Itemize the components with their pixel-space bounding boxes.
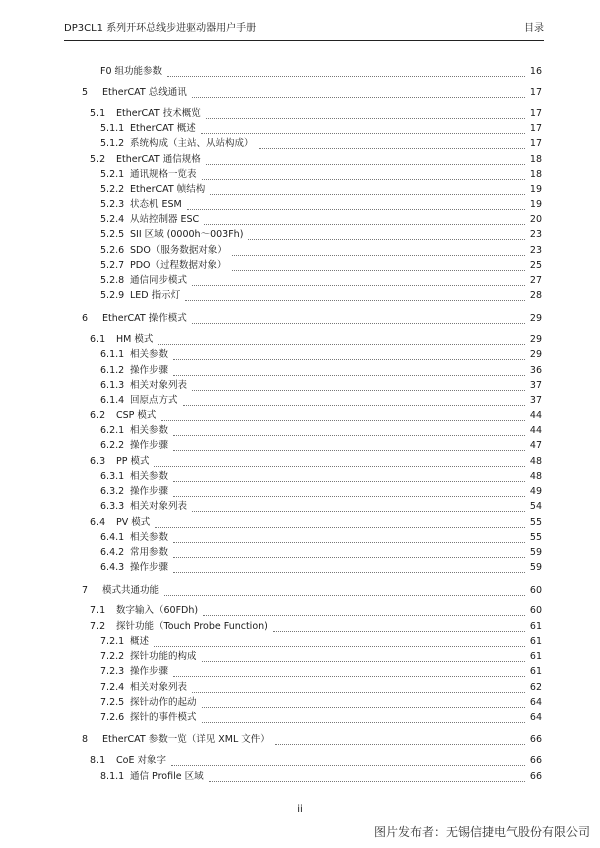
toc-entry-page: 59 xyxy=(529,562,542,573)
toc-entry[interactable] xyxy=(100,228,542,242)
toc-entry-number: 5.2.8 xyxy=(100,275,125,286)
toc-entry-title: CSP 模式 xyxy=(116,410,157,421)
toc-entry-page: 44 xyxy=(529,425,542,436)
toc-entry-title: HM 模式 xyxy=(116,334,154,345)
toc-leader-dots xyxy=(192,87,525,98)
toc-entry-number: 5.2.9 xyxy=(100,290,125,301)
toc-entry-number: 6 xyxy=(82,313,89,324)
toc-entry[interactable] xyxy=(100,424,542,438)
toc-entry-label xyxy=(100,500,189,514)
toc-entry-number: 5.2.5 xyxy=(100,229,125,240)
toc-entry-label xyxy=(100,485,170,499)
toc-leader-dots xyxy=(185,290,525,301)
toc-entry-title: 通讯规格一览表 xyxy=(130,169,197,180)
toc-entry-title: 从站控制器 ESC xyxy=(130,214,200,225)
toc-entry-number: 7.2.6 xyxy=(100,712,125,723)
publisher-watermark: 图片发布者：无锡信捷电气股份有限公司 xyxy=(373,825,590,839)
toc-entry-number: 5.2.3 xyxy=(100,199,125,210)
toc-entry[interactable] xyxy=(100,213,542,227)
toc-leader-dots xyxy=(192,313,525,324)
toc-leader-dots xyxy=(164,585,525,596)
toc-entry-number: 5.2.7 xyxy=(100,260,125,271)
toc-entry-page: 17 xyxy=(529,123,542,134)
toc-entry-page: 59 xyxy=(529,547,542,558)
page-header xyxy=(64,21,544,37)
toc-entry[interactable] xyxy=(100,561,542,575)
toc-entry-label xyxy=(90,455,151,469)
toc-entry-page: 64 xyxy=(529,697,542,708)
toc-entry-title: 探针动作的起动 xyxy=(130,697,197,708)
toc-entry[interactable] xyxy=(100,168,542,182)
toc-entry[interactable] xyxy=(82,733,542,747)
toc-entry-number: 7.2.1 xyxy=(100,636,125,647)
toc-entry-title: EtherCAT 操作模式 xyxy=(102,313,187,324)
toc-entry[interactable] xyxy=(100,439,542,453)
toc-entry[interactable] xyxy=(100,531,542,545)
toc-entry-label xyxy=(90,333,155,347)
toc-leader-dots xyxy=(192,380,525,391)
header-divider xyxy=(64,40,544,41)
toc-entry-page: 47 xyxy=(529,440,542,451)
toc-entry-label xyxy=(90,754,168,768)
toc-entry-page: 23 xyxy=(529,229,542,240)
toc-entry-title: PV 模式 xyxy=(116,517,151,528)
toc-entry-page: 17 xyxy=(529,87,542,98)
toc-entry-number: 6.4.2 xyxy=(100,547,125,558)
toc-entry-label xyxy=(100,439,170,453)
toc-entry[interactable] xyxy=(100,770,542,784)
toc-leader-dots xyxy=(192,682,525,693)
toc-entry[interactable] xyxy=(100,485,542,499)
toc-entry-title: 相关参数 xyxy=(130,349,169,360)
toc-entry-number: 6.3.2 xyxy=(100,486,125,497)
toc-entry-number: 5.2.4 xyxy=(100,214,125,225)
toc-leader-dots xyxy=(202,169,525,180)
toc-entry-number: 5.1 xyxy=(90,108,106,119)
toc-entry-number: 6.3.3 xyxy=(100,501,125,512)
toc-entry-title: 常用参数 xyxy=(130,547,169,558)
toc-entry-title: 相关对象列表 xyxy=(130,682,188,693)
toc-entry-number: 7.2.3 xyxy=(100,666,125,677)
toc-entry[interactable] xyxy=(90,107,542,121)
toc-entry[interactable] xyxy=(100,379,542,393)
toc-entry-label xyxy=(100,531,170,545)
toc-entry-title: 操作步骤 xyxy=(130,666,169,677)
toc-leader-dots xyxy=(154,456,525,467)
toc-entry-label xyxy=(100,561,170,575)
toc-entry-page: 48 xyxy=(529,471,542,482)
page-number: ii xyxy=(297,804,303,815)
toc-leader-dots xyxy=(173,486,525,497)
toc-entry-title: 回原点方式 xyxy=(130,395,178,406)
toc-entry[interactable] xyxy=(100,696,542,710)
toc-entry-page: 29 xyxy=(529,313,542,324)
toc-leader-dots xyxy=(173,666,525,677)
toc-entry-number: 5 xyxy=(82,87,89,98)
toc-leader-dots xyxy=(209,771,525,782)
toc-entry-label xyxy=(100,65,164,79)
toc-entry-page: 19 xyxy=(529,184,542,195)
toc-entry-title: 状态机 ESM xyxy=(130,199,182,210)
toc-entry[interactable] xyxy=(100,198,542,212)
toc-leader-dots xyxy=(173,365,525,376)
toc-entry-page: 60 xyxy=(529,605,542,616)
toc-entry-number: 5.2.1 xyxy=(100,169,125,180)
toc-entry-page: 66 xyxy=(529,771,542,782)
toc-entry-number: 8.1.1 xyxy=(100,771,125,782)
toc-entry-number: 7.2 xyxy=(90,621,106,632)
toc-leader-dots xyxy=(273,621,525,632)
toc-entry-label xyxy=(100,364,170,378)
toc-entry[interactable] xyxy=(100,711,542,725)
toc-entry[interactable] xyxy=(100,183,542,197)
toc-leader-dots xyxy=(192,275,525,286)
toc-entry-title: 操作步骤 xyxy=(130,486,169,497)
toc-entry-title: 操作步骤 xyxy=(130,440,169,451)
toc-entry[interactable] xyxy=(82,312,542,326)
toc-leader-dots xyxy=(202,712,525,723)
toc-entry-number: 6.3.1 xyxy=(100,471,125,482)
toc-entry-number: 5.1.2 xyxy=(100,138,125,149)
toc-entry-title: EtherCAT 技术概览 xyxy=(116,108,201,119)
toc-entry-title: LED 指示灯 xyxy=(130,290,181,301)
toc-entry-title: 模式共通功能 xyxy=(102,585,160,596)
toc-entry[interactable] xyxy=(100,122,542,136)
toc-leader-dots xyxy=(201,123,525,134)
toc-leader-dots xyxy=(192,501,525,512)
toc-entry-title: 数字输入（60FDh) xyxy=(116,605,199,616)
toc-leader-dots xyxy=(202,697,525,708)
toc-leader-dots xyxy=(173,562,525,573)
toc-entry-title: 操作步骤 xyxy=(130,562,169,573)
toc-leader-dots xyxy=(173,471,525,482)
section-title: 目录 xyxy=(524,23,544,34)
toc-entry-label xyxy=(100,696,199,710)
toc-entry-label xyxy=(100,546,170,560)
toc-entry-title: SDO（服务数据对象） xyxy=(130,245,227,256)
toc-entry-title: 通信同步模式 xyxy=(130,275,188,286)
toc-leader-dots xyxy=(203,605,525,616)
toc-entry[interactable] xyxy=(100,244,542,258)
toc-entry[interactable] xyxy=(90,516,542,530)
toc-entry-number: 6.1.1 xyxy=(100,349,125,360)
toc-leader-dots xyxy=(248,229,525,240)
toc-entry[interactable] xyxy=(100,137,542,151)
toc-entry[interactable] xyxy=(90,455,542,469)
toc-entry-number: 6.1.3 xyxy=(100,380,125,391)
toc-entry-title: 相关参数 xyxy=(130,471,169,482)
toc-entry-label xyxy=(100,274,189,288)
toc-entry-number: 5.2.6 xyxy=(100,245,125,256)
toc-leader-dots xyxy=(187,199,525,210)
toc-entry-label xyxy=(100,259,229,273)
toc-entry-page: 55 xyxy=(529,517,542,528)
toc-entry-number: 5.1.1 xyxy=(100,123,125,134)
toc-entry-number: 8.1 xyxy=(90,755,106,766)
toc-entry-label xyxy=(90,153,203,167)
toc-entry[interactable] xyxy=(100,650,542,664)
toc-entry[interactable] xyxy=(100,65,542,79)
toc-entry-label xyxy=(90,409,158,423)
toc-leader-dots xyxy=(173,547,525,558)
toc-entry-label xyxy=(82,312,189,326)
toc-entry-label xyxy=(100,122,198,136)
toc-entry-number: 7.1 xyxy=(90,605,106,616)
toc-entry-title: PDO（过程数据对象） xyxy=(130,260,227,271)
toc-entry-label xyxy=(100,244,229,258)
toc-entry-number: 8 xyxy=(82,734,89,745)
toc-entry-label xyxy=(82,584,161,598)
toc-entry-label xyxy=(100,470,170,484)
toc-entry-label xyxy=(100,424,170,438)
toc-entry-title: 探针的事件模式 xyxy=(130,712,197,723)
toc-entry-number: 7.2.2 xyxy=(100,651,125,662)
toc-entry-number: 6.3 xyxy=(90,456,106,467)
toc-entry-number: 6.4 xyxy=(90,517,106,528)
toc-entry-title: EtherCAT 参数一览（详见 XML 文件） xyxy=(102,734,270,745)
toc-entry-title: 系统构成（主站、从站构成） xyxy=(130,138,254,149)
toc-entry-title: 相关参数 xyxy=(130,532,169,543)
toc-entry-label xyxy=(90,604,200,618)
toc-entry[interactable] xyxy=(100,635,542,649)
toc-entry-number: 6.2.2 xyxy=(100,440,125,451)
toc-entry-label xyxy=(100,168,199,182)
toc-entry-number: 6.4.1 xyxy=(100,532,125,543)
toc-entry-page: 54 xyxy=(529,501,542,512)
toc-leader-dots xyxy=(171,755,525,766)
document-title: DP3CL1 系列开环总线步进驱动器用户手册 xyxy=(64,23,257,34)
toc-entry-title: EtherCAT 概述 xyxy=(130,123,196,134)
toc-entry-page: 62 xyxy=(529,682,542,693)
toc-entry-label xyxy=(100,289,182,303)
toc-entry-page: 48 xyxy=(529,456,542,467)
toc-entry-page: 37 xyxy=(529,395,542,406)
toc-entry-title: 相关对象列表 xyxy=(130,501,188,512)
toc-entry[interactable] xyxy=(90,754,542,768)
toc-entry-label xyxy=(100,137,256,151)
toc-entry[interactable] xyxy=(90,153,542,167)
toc-leader-dots xyxy=(161,410,525,421)
toc-entry[interactable] xyxy=(90,620,542,634)
toc-entry-label xyxy=(100,394,180,408)
toc-leader-dots xyxy=(155,517,525,528)
toc-entry-title: CoE 对象字 xyxy=(116,755,166,766)
toc-leader-dots xyxy=(167,66,525,77)
toc-entry-number: 6.2.1 xyxy=(100,425,125,436)
toc-entry-number: 6.1 xyxy=(90,334,106,345)
toc-entry[interactable] xyxy=(100,470,542,484)
toc-entry-title: EtherCAT 帧结构 xyxy=(130,184,206,195)
toc-entry-number: 6.2 xyxy=(90,410,106,421)
toc-entry-label xyxy=(82,86,189,100)
toc-entry[interactable] xyxy=(90,333,542,347)
toc-leader-dots xyxy=(154,636,525,647)
toc-entry-page: 25 xyxy=(529,260,542,271)
toc-entry-label xyxy=(100,213,201,227)
toc-entry-title: F0 组功能参数 xyxy=(100,66,163,77)
toc-entry-page: 29 xyxy=(529,334,542,345)
toc-entry-page: 16 xyxy=(529,66,542,77)
toc-entry-title: 相关对象列表 xyxy=(130,380,188,391)
toc-entry-page: 61 xyxy=(529,621,542,632)
toc-entry-label xyxy=(100,635,151,649)
toc-entry-title: 探针功能（Touch Probe Function) xyxy=(116,621,268,632)
toc-entry[interactable] xyxy=(100,259,542,273)
toc-entry-title: 概述 xyxy=(130,636,150,647)
toc-entry-label xyxy=(90,516,152,530)
toc-leader-dots xyxy=(173,532,525,543)
toc-entry-number: 5.2.2 xyxy=(100,184,125,195)
toc-leader-dots xyxy=(183,395,525,406)
toc-entry-label xyxy=(100,650,199,664)
toc-leader-dots xyxy=(204,214,525,225)
toc-leader-dots xyxy=(173,425,525,436)
toc-leader-dots xyxy=(232,260,525,271)
toc-entry[interactable] xyxy=(100,289,542,303)
toc-entry-number: 6.1.4 xyxy=(100,395,125,406)
toc-entry-title: 探针功能的构成 xyxy=(130,651,197,662)
toc-entry-title: SII 区域 (0000h～003Fh) xyxy=(130,229,244,240)
toc-entry-page: 36 xyxy=(529,365,542,376)
toc-leader-dots xyxy=(202,651,525,662)
toc-entry[interactable] xyxy=(82,584,542,598)
toc-entry-title: EtherCAT 总线通讯 xyxy=(102,87,187,98)
toc-entry-page: 61 xyxy=(529,651,542,662)
toc-entry-label xyxy=(82,733,272,747)
toc-entry-title: 相关参数 xyxy=(130,425,169,436)
toc-entry-page: 61 xyxy=(529,666,542,677)
toc-entry[interactable] xyxy=(100,348,542,362)
toc-entry-page: 28 xyxy=(529,290,542,301)
toc-entry-label xyxy=(100,770,206,784)
toc-leader-dots xyxy=(259,138,525,149)
toc-entry[interactable] xyxy=(100,681,542,695)
toc-entry-label xyxy=(100,711,199,725)
toc-entry-number: 6.1.2 xyxy=(100,365,125,376)
toc-entry-label xyxy=(100,665,170,679)
toc-entry-title: PP 模式 xyxy=(116,456,150,467)
toc-entry-page: 55 xyxy=(529,532,542,543)
toc-entry-page: 23 xyxy=(529,245,542,256)
toc-entry[interactable] xyxy=(100,500,542,514)
toc-entry-page: 61 xyxy=(529,636,542,647)
toc-entry-number: 7.2.5 xyxy=(100,697,125,708)
toc-entry-page: 44 xyxy=(529,410,542,421)
toc-entry-page: 66 xyxy=(529,755,542,766)
toc-entry-page: 66 xyxy=(529,734,542,745)
toc-entry-number: 5.2 xyxy=(90,154,106,165)
toc-entry[interactable] xyxy=(82,86,542,100)
toc-entry-label xyxy=(100,198,184,212)
toc-entry[interactable] xyxy=(90,604,542,618)
toc-entry-title: EtherCAT 通信规格 xyxy=(116,154,201,165)
toc-entry-page: 18 xyxy=(529,169,542,180)
toc-entry-page: 19 xyxy=(529,199,542,210)
toc-entry-label xyxy=(90,620,270,634)
toc-leader-dots xyxy=(173,440,525,451)
toc-entry-page: 20 xyxy=(529,214,542,225)
toc-leader-dots xyxy=(206,108,525,119)
toc-leader-dots xyxy=(275,734,525,745)
toc-entry-label xyxy=(100,379,189,393)
toc-entry-number: 6.4.3 xyxy=(100,562,125,573)
toc-entry-page: 27 xyxy=(529,275,542,286)
toc-entry-page: 18 xyxy=(529,154,542,165)
toc-entry-title: 通信 Profile 区域 xyxy=(130,771,204,782)
toc-entry-number: 7 xyxy=(82,585,89,596)
toc-entry-page: 29 xyxy=(529,349,542,360)
toc-entry[interactable] xyxy=(90,409,542,423)
toc-leader-dots xyxy=(232,245,525,256)
toc-entry-page: 37 xyxy=(529,380,542,391)
toc-entry[interactable] xyxy=(100,665,542,679)
toc-entry-label xyxy=(100,228,245,242)
toc-entry-page: 49 xyxy=(529,486,542,497)
toc-entry-label xyxy=(100,183,207,197)
toc-leader-dots xyxy=(173,349,525,360)
toc-entry-page: 17 xyxy=(529,138,542,149)
toc-entry-page: 60 xyxy=(529,585,542,596)
toc-leader-dots xyxy=(210,184,525,195)
toc-leader-dots xyxy=(158,334,525,345)
toc-entry-page: 17 xyxy=(529,108,542,119)
toc-leader-dots xyxy=(206,154,525,165)
toc-entry-label xyxy=(90,107,203,121)
toc-entry[interactable] xyxy=(100,546,542,560)
toc-entry-number: 7.2.4 xyxy=(100,682,125,693)
toc-entry-label xyxy=(100,348,170,362)
toc-entry[interactable] xyxy=(100,364,542,378)
toc-entry-label xyxy=(100,681,189,695)
toc-entry[interactable] xyxy=(100,274,542,288)
toc-entry-title: 操作步骤 xyxy=(130,365,169,376)
toc-entry[interactable] xyxy=(100,394,542,408)
toc-entry-page: 64 xyxy=(529,712,542,723)
